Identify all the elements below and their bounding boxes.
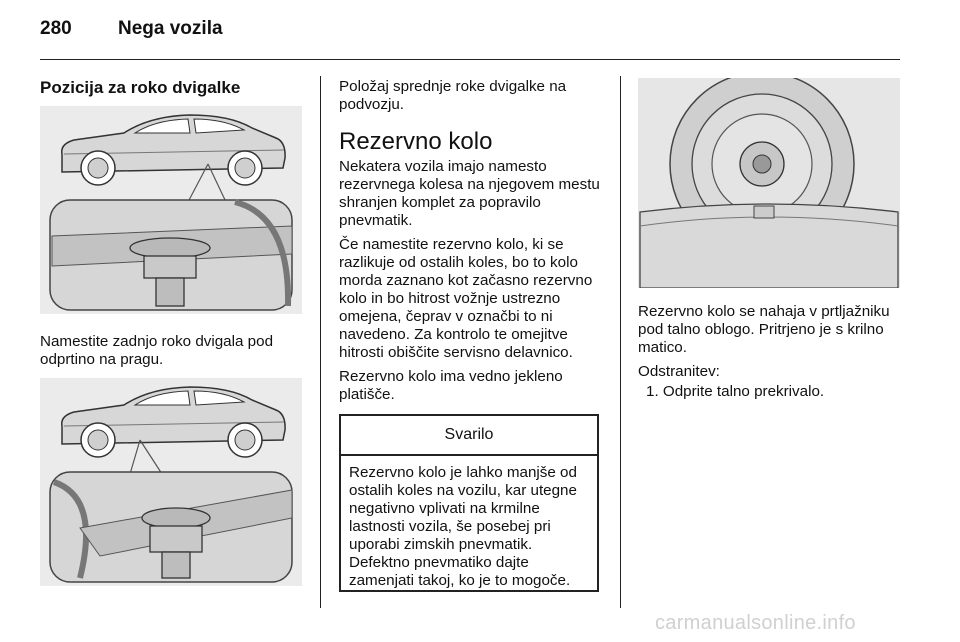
car-jack-illustration-2 [40,378,302,586]
chapter-title: Nega vozila [118,18,223,39]
paragraph-steel-rim: Rezervno kolo ima vedno jekleno platišče. [339,368,563,403]
column-divider-2 [620,76,621,608]
header-rule [40,59,900,60]
watermark: carmanualsonline.info [655,612,856,634]
figure-front-jack-position [40,378,302,586]
front-jack-caption: Položaj sprednje roke dvigalke na podvozju. [339,78,567,113]
caption-rear-jack: Namestite zadnjo roko dvigala pod odprtino na pragu. [40,333,274,368]
warning-title: Svarilo [341,416,597,456]
page-number: 280 [40,18,72,39]
paragraph-repair-kit: Nekatera vozila imajo namesto rezervnega kolesa na njegovem mestu shranjen komplet za popravilo pnevmatik. [339,158,600,229]
paragraph-temporary-spare: Če namestite rezervno kolo, ki se razlikuje od ostalih koles, bo to kolo morda zaznano kot začasno rezervno kolo in bo hitrost vožnje ustrezno omejena, čeprav v označbi to ni navedeno. Za kontrolo te omejitve hitrosti obiščite servisno delavnico. [339,236,593,361]
middle-column-text [339,78,601,404]
figure-spare-wheel [638,78,900,288]
right-column-text [638,303,908,401]
spare-wheel-location-text: Rezervno kolo se nahaja v prtljažniku pod talno oblogo. Pritrjeno je s krilno matico. [638,303,890,356]
step-1: 1. Odprite talno prekrivalo. [646,383,825,400]
warning-box [339,414,599,592]
spare-wheel-heading: Rezervno kolo [339,128,493,155]
figure-rear-jack-position [40,106,302,314]
spare-wheel-illustration [638,78,900,288]
column-divider-1 [320,76,321,608]
car-jack-illustration-1 [40,106,302,314]
removal-label: Odstranitev: [638,363,720,380]
section-title: Pozicija za roko dvigalke [40,78,241,97]
warning-text: Rezervno kolo je lahko manjše od ostalih koles na vozilu, kar utegne negativno vplivati na krmilne lastnosti vozila, še posebej pri uporabi zimskih pnevmatik. Defektno pnevmatiko dajte zamenjati takoj, ko je to mogoče. [349,464,577,589]
